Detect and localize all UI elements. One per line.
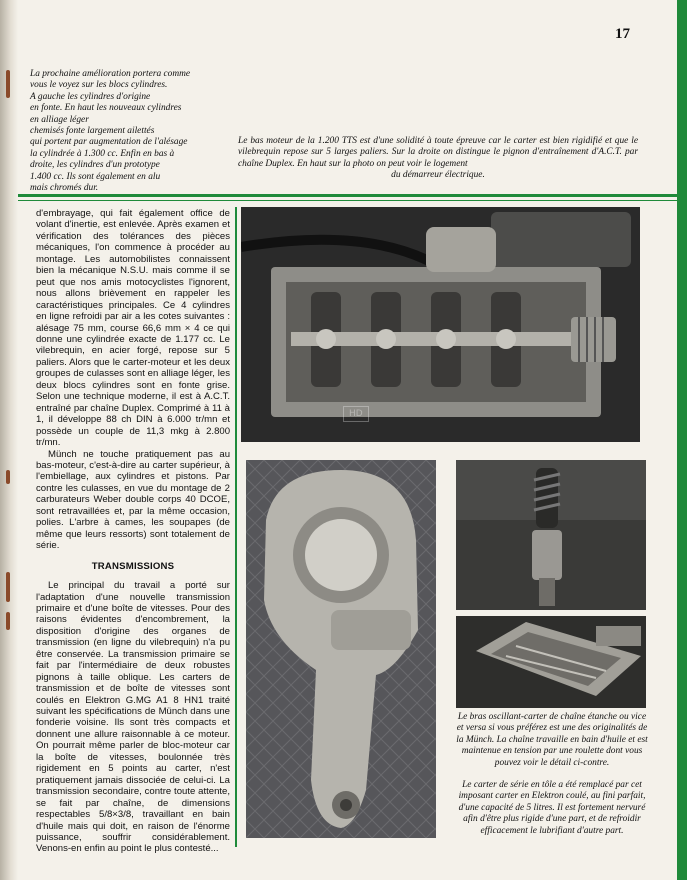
caption-line: 1.400 cc. Ils sont également en alu xyxy=(30,171,161,182)
page-tab-mark xyxy=(6,470,10,484)
page-number: 17 xyxy=(615,26,630,42)
article-column xyxy=(36,208,230,855)
oilpan-illustration xyxy=(456,616,646,708)
caption-line: la cylindrée à 1.300 cc. Enfin en bas à xyxy=(30,148,175,159)
caption-text: Le bas moteur de la 1.200 TTS est d'une solidité à toute épreuve car le carter est bien rigidifié et que le vilebrequin repose sur 5 larges paliers. Sur la droite on distingue le pignon d'entraînement d'A.C.T. par chaîne Duplex. En haut sur la photo on peut voir le logement xyxy=(238,136,638,169)
article-paragraph: Le principal du travail a porté sur l'adaptation d'une nouvelle transmission primaire et d'une boîte de vitesses. Pour des raisons évidentes d'encombrement, la disposition d'origine des organes de transmission (en ligne du vilebrequin) n'a pu être conservée. La transmission primaire se fait par l'intermédiaire de deux robustes pignons à taille oblique. Les carters de transmission et de boîte de vitesses sont coulés en Elektron G.MG A1 8 HN1 traité suivant les spécifications de Münch dans une fonderie voisine. Ils sont très compacts et donnent une allure raisonnable à ce moteur. On pourrait même parler de bloc-moteur car la boîte de vitesses, boulonnée très rigidement en 5 points au carter, n'est pratiquement jamais dissociée de celui-ci. La transmission secondaire, contre toute attente, se fait par chaîne, de dimensions respectables 5/8×3/8, travaillant en bain d'huile mais qui doit, en raison de l'énorme puissance, souffrir considérablement. Venons-en enfin au point le plus contesté... xyxy=(36,580,230,855)
swingarm-illustration xyxy=(246,460,436,838)
caption-line: en alliage léger xyxy=(30,114,89,125)
caption-line: mais chromés dur. xyxy=(30,183,99,194)
page-tab-mark xyxy=(6,612,10,630)
caption-cylinders xyxy=(30,69,230,194)
caption-line: vous le voyez sur les blocs cylindres. xyxy=(30,80,168,91)
caption-line: en fonte. En haut les nouveaux cylindres xyxy=(30,103,182,114)
photo-oil-pan xyxy=(456,616,646,708)
page-tab-mark xyxy=(6,70,10,98)
tensioner-illustration xyxy=(456,460,646,610)
article-paragraph: d'embrayage, qui fait également office de volant d'inertie, est enlevée. Après examen et vérification des tolérances des pièces mécaniques, l'on commence à procéder au montage. Les automobilistes connaissent bien la mécanique N.S.U. mais comme il se peut que nos amis motocyclistes l'ignorent, nous allons brièvement en rappeler les caractéristiques principales. Ce 4 cylindres en ligne refroidi par air a les cotes suivantes : alésage 75 mm, course 66,6 mm × 4 ce qui donne une cylindrée exacte de 1.177 cc. Le vilebrequin, en acier forgé, repose sur 5 paliers. Alors que le carter-moteur et les deux groupes de culasses sont en alliage léger, les deux blocs cylindres sont en fonte grise. Selon une technique moderne, il est à A.C.T. entraîné par chaîne Duplex. Comprimé à 11 à 1, il développe 88 ch DIN à 6.000 tr/mn et possède un couple de 11,3 mkg à 2.800 tr/mn. xyxy=(36,208,230,449)
caption-line: chemisés fonte largement ailettés xyxy=(30,126,155,137)
caption-line: La prochaine amélioration portera comme xyxy=(30,69,191,79)
caption-line: qui portent par augmentation de l'alésage xyxy=(30,137,188,148)
caption-text-last-line: du démarreur électrique. xyxy=(391,170,485,181)
engine-illustration xyxy=(241,207,640,442)
column-divider xyxy=(235,207,237,847)
caption-bottom-engine xyxy=(238,136,638,182)
section-heading: TRANSMISSIONS xyxy=(91,560,175,572)
watermark-text: HD xyxy=(343,406,369,422)
green-separator-line xyxy=(18,194,678,197)
caption-oscillating-arm: Le bras oscillant-carter de chaîne étanche ou vice et versa si vous préférez est une des originalités de la Münch. La chaîne travaille en bain d'huile et est maintenue en tension par une roulette dont vous pouvez voir le détail ci-contre. xyxy=(456,712,648,768)
photo-swingarm-casing xyxy=(246,460,436,838)
page-tab-mark xyxy=(6,572,10,602)
photo-chain-tensioner xyxy=(456,460,646,610)
green-edge-band xyxy=(677,0,687,880)
photo-engine-bottom-end xyxy=(241,207,640,442)
caption-line: A gauche les cylindres d'origine xyxy=(30,91,151,102)
caption-line: droite, les cylindres d'un prototype xyxy=(30,160,160,171)
page-spine-shadow xyxy=(0,0,18,880)
article-paragraph: Münch ne touche pratiquement pas au bas-moteur, c'est-à-dire au carter supérieur, à l'embiellage, aux cylindres et pistons. Par contre les culasses, en vue du montage de 2 carburateurs Weber double corps 40 DCOE, sont retravaillées et, par la même occasion, polies. L'arbre à cames, les soupapes (de même que leurs ressorts) sont totalement de série. xyxy=(36,448,230,552)
green-separator-thin xyxy=(18,200,678,201)
caption-oil-pan: Le carter de série en tôle a été remplacé par cet imposant carter en Elektron coulé, au fini parfait, d'une capacité de 5 litres. Il est fortement nervuré afin d'être plus rigide d'une part, et de refroidir efficacement le lubrifiant d'autre part. xyxy=(458,780,646,836)
